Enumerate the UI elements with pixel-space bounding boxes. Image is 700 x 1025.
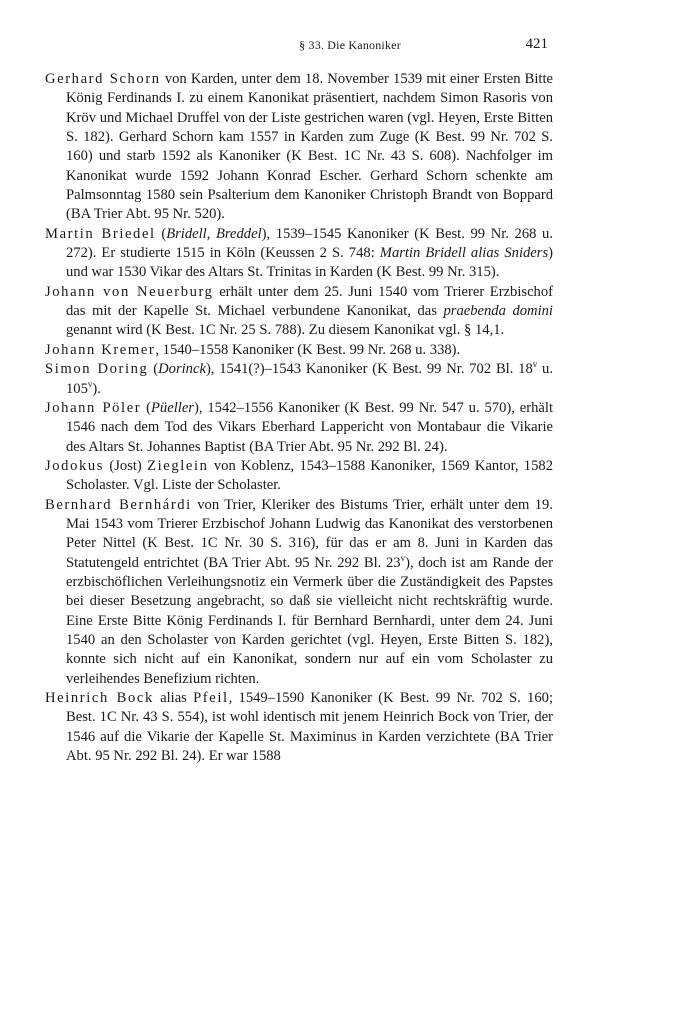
verso-mark: v [532,359,538,370]
entry-text: , 1540–1558 Kanoniker (K Best. 99 Nr. 268 u. 338). [155,341,461,358]
person-surname: Zieglein [147,457,209,474]
name-variant: Püeller [151,399,194,416]
entry-bernhard-bernhardi [45,496,553,689]
entry-text: , 1549–1590 Kanoniker (K Best. 99 Nr. 702 S. 160; Best. 1C Nr. 43 S. 554), ist wohl identisch mit jenem Heinrich Bock von Trier, der 1546 auf die Vikarie der Kapelle St. Maximinus in Karden verzichtete (BA Trier Abt. 95 Nr. 292 Bl. 24). Er war 1588 [66,690,553,765]
entry-text: von Trier, Kleriker des Bistums Trier, erhält unter dem 19. Mai 1543 vom Trierer Erzbischof Johann Ludwig das Kanonikat des verstorbenen Peter Nittel (K Best. 1C Nr. 30 S. 316), für das er am 8. Juni in Karden das Statutengeld entrichtet (BA Trier Abt. 95 Nr. 292 Bl. 23 [66,496,553,571]
name-aside: (Jost) [104,457,148,474]
entry-text: genannt wird (K Best. 1C Nr. 25 S. 788). Zu diesem Kanonikat vgl. § 14,1. [66,322,505,339]
person-name: Johann von Neuerburg [45,283,214,300]
entry-text: ), doch ist am Rande der erzbischöflichen Verleihungsnotiz ein Vermerk über die Zuständigkeit des Papstes bei dieser Besetzung angebracht, so daß sie vielleicht nicht rechtskräftig wurde. Eine Erste Bitte König Ferdinands I. für Bernhard Bernhardi, unter dem 24. Juni 1540 an den Scholaster von Karden gerichtet (vgl. Heyen, Erste Bitten S. 182), konnte sich nicht auf ein Kanonikat, sondern nur auf ein vom Scholaster zu verleihendes Benefizium richten. [66,554,553,687]
entry-johann-von-neuerburg [45,283,553,341]
entry-martin-briedel [45,225,553,283]
person-name: Gerhard Schorn [45,71,161,87]
page-header [0,36,700,56]
entry-text: ( [141,399,152,416]
entry-simon-doring [45,360,553,399]
verso-mark: v [87,378,93,389]
entry-text: ), 1539–1545 Kanoniker (K Best. 99 Nr. 268 u. 272). Er studierte 1515 in Köln (Keussen 2 S. 748: [66,225,553,262]
person-name: Bernhard Bernhárdi [45,496,192,513]
entry-text: ( [148,361,159,378]
name-variant: Martin Bridell alias Sniders [379,245,549,262]
entry-heinrich-bock [45,689,553,766]
person-name: Martin Briedel [45,225,156,242]
person-name: Johann Pöler [45,399,142,416]
verso-mark: v [400,552,406,563]
name-aside: alias [153,690,194,706]
entry-jodokus-zieglein [45,457,553,496]
latin-term: praebenda domini [443,303,553,320]
name-variant: Dorinck [158,361,206,378]
entry-text: ), 1541(?)–1543 Kanoniker (K Best. 99 Nr. 702 Bl. 18 [205,361,533,378]
entry-text: ( [155,225,167,242]
person-name: Heinrich Bock [45,690,154,706]
person-name: Simon Doring [45,361,149,378]
entry-text: u. 105 [66,361,553,397]
person-name: Johann Kremer [45,341,156,358]
page-number: 421 [525,36,548,52]
entry-text: ). [92,380,101,397]
text-body [45,70,553,766]
entry-text: von Karden, unter dem 18. November 1539 mit einer Ersten Bitte König Ferdinands I. zu einem Kanonikat präsentiert, nachdem Simon Rasoris von Kröv und Michael Druffel von der Liste gestrichen waren (vgl. Heyen, Erste Bitten S. 182). Gerhard Schorn kam 1557 in Karden zum Zuge (K Best. 99 Nr. 702 S. 160) und starb 1592 als Kanoniker (K Best. 1C Nr. 43 S. 608). Nachfolger im Kanonikat wurde 1592 Johann Konrad Escher. Gerhard Schorn schenkte am Palmsonntag 1580 sein Psalterium dem Kanoniker Christoph Brandt von Boppard (BA Trier Abt. 95 Nr. 520). [66,71,553,223]
entry-text: ), 1542–1556 Kanoniker (K Best. 99 Nr. 547 u. 570), erhält 1546 nach dem Tod des Vikars Eberhard Lappericht von Montabaur die Vikarie des Altars St. Johannes Baptist (BA Trier Abt. 95 Nr. 292 Bl. 24). [66,399,554,455]
name-variant: Bridell, Breddel [166,225,262,242]
running-head: § 33. Die Kanoniker [299,38,401,52]
entry-johann-poeler [45,399,553,457]
entry-text: ) und war 1530 Vikar des Altars St. Trinitas in Karden (K Best. 99 Nr. 315). [66,245,554,281]
entry-johann-kremer [45,341,553,360]
entry-text: von Koblenz, 1543–1588 Kanoniker, 1569 Kantor, 1582 Scholaster. Vgl. Liste der Scholaster. [66,457,553,494]
entry-gerhard-schorn [45,70,553,225]
person-alias: Pfeil [193,690,229,706]
person-name: Jodokus [45,457,105,474]
entry-text: erhält unter dem 25. Juni 1540 vom Trierer Erzbischof das mit der Kapelle St. Michael verbundene Kanonikat, das [66,283,554,320]
